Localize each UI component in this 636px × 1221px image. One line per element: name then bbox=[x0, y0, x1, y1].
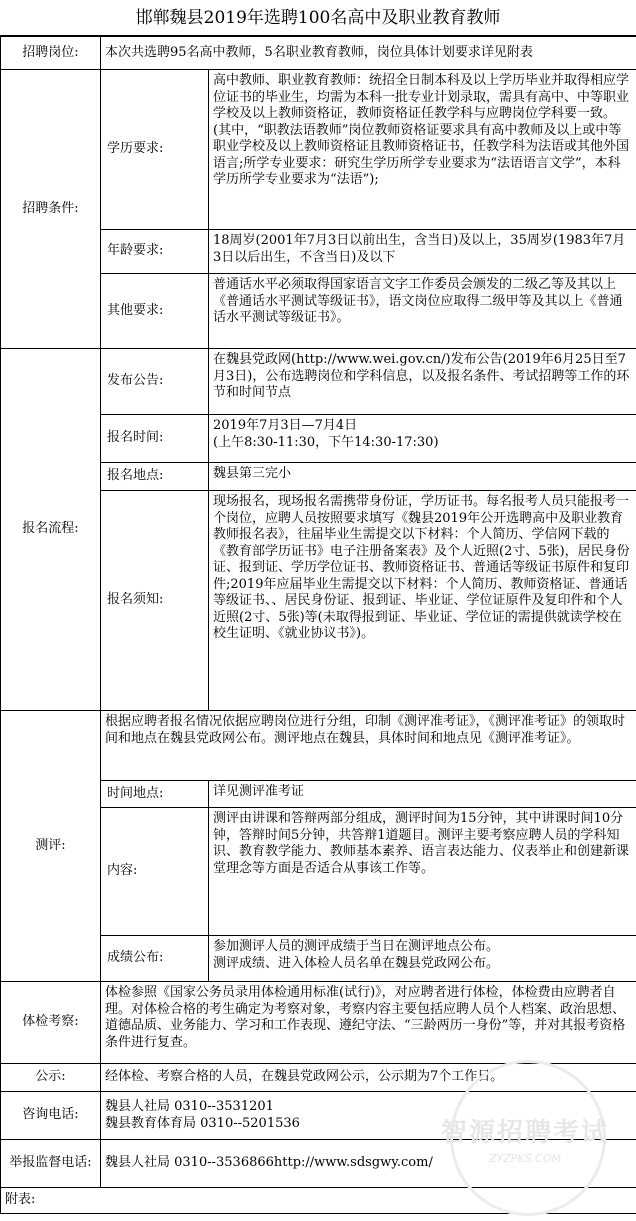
age-label: 年龄要求: bbox=[101, 230, 209, 274]
signup-time-date: 2019年7月3日—7月4日 bbox=[213, 418, 358, 433]
table-row bbox=[1, 1064, 636, 1092]
signup-notes-label: 报名须知: bbox=[101, 491, 209, 711]
page-title: 邯郸魏县2019年选聘100名高中及职业教育教师 bbox=[0, 0, 636, 36]
recruitment-table bbox=[0, 36, 636, 1214]
watermark-text: 智源招聘考试 bbox=[440, 1118, 609, 1148]
signup-place-label: 报名地点: bbox=[101, 463, 209, 491]
announce-label: 发布公告: bbox=[101, 349, 209, 415]
position-content: 本次共选聘95名高中教师，5名职业教育教师，岗位具体计划要求详见附表 bbox=[101, 37, 636, 70]
evaluation-label: 测评: bbox=[1, 711, 101, 982]
table-row bbox=[1, 37, 636, 70]
physical-content: 体检参照《国家公务员录用体检通用标准(试行)》，对应聘者进行体检，体检费由应聘者自理。对体检合格的考生确定为考察对象，考察内容主要包括应聘人员个人档案、政治思想、道德品质、业务能力、学习和工作表现、遵纪守法、“三龄两历一身份”等，并对其报考资格条件进行复查。 bbox=[101, 982, 636, 1064]
signup-time-label: 报名时间: bbox=[101, 415, 209, 463]
publicity-label: 公示: bbox=[1, 1064, 101, 1092]
publicity-content: 经体检、考察合格的人员，在魏县党政网公示，公示期为7个工作日。 bbox=[101, 1064, 636, 1092]
age-content: 18周岁(2001年7月3日以前出生，含当日)及以上，35周岁(1983年7月3日以后出生，不含当日)及以下 bbox=[209, 230, 636, 274]
table-row bbox=[1, 1188, 636, 1214]
eval-content-label: 内容: bbox=[101, 808, 209, 936]
report-content: 魏县人社局 0310--3536866http://www.sdsgwy.com/ bbox=[101, 1140, 636, 1188]
signup-place-content: 魏县第三完小 bbox=[209, 463, 636, 491]
signup-notes-content: 现场报名，现场报名需携带身份证，学历证书。每名报考人员只能报考一个岗位，应聘人员按照要求填写《魏县2019年公开选聘高中及职业教育教师报名表》，往届毕业生需提交以下材料：个人简历、学信网下载的《教育部学历证书》电子注册备案表》及个人近照(2寸、5张)，居民身份证、报到证、学历学位证书、教师资格证书、普通话等级证书原件和复印件;2019年应届毕业生需提交以下材料：个人简历、教师资格证、普通话等级证书、、居民身份证、报到证、毕业证、学位证原件及复印件和个人近照(2寸、5张)等(未取得报到证、毕业证、学位证的需提供就读学校在校生证明、《就业协议书》)。 bbox=[209, 491, 636, 711]
physical-label: 体检考察: bbox=[1, 982, 101, 1064]
process-label: 报名流程: bbox=[1, 349, 101, 711]
announce-content: 在魏县党政网(http://www.wei.gov.cn/)发布公告(2019年6月25日至7月3日)，公布选聘岗位和学科信息，以及报名条件、考试招聘等工作的环节和时间节点 bbox=[209, 349, 636, 415]
table-row bbox=[1, 711, 636, 781]
eval-results-label: 成绩公布: bbox=[101, 936, 209, 982]
consult-line1: 魏县人社局 0310--3531201 bbox=[105, 1099, 274, 1114]
table-row bbox=[1, 982, 636, 1064]
attachment-label: 附表: bbox=[1, 1188, 636, 1214]
table-row bbox=[1, 70, 636, 230]
report-label: 举报监督电话: bbox=[1, 1140, 101, 1188]
signup-time-hours: (上午8:30-11:30，下午14:30-17:30) bbox=[213, 434, 439, 450]
eval-timeplace-label: 时间地点: bbox=[101, 781, 209, 808]
consult-line2: 魏县教育体育局 0310--5201536 bbox=[105, 1115, 300, 1131]
table-row bbox=[1, 349, 636, 415]
position-label: 招聘岗位: bbox=[1, 37, 101, 70]
consult-label: 咨询电话: bbox=[1, 1092, 101, 1140]
other-label: 其他要求: bbox=[101, 274, 209, 349]
watermark-sub: ZYZPKS.COM bbox=[489, 1152, 561, 1165]
evaluation-intro: 根据应聘者报名情况依据应聘岗位进行分组，印制《测评准考证》，《测评准考证》的领取时间和地点在魏县党政网公布。测评地点在魏县，具体时间和地点见《测评准考证》。 bbox=[101, 711, 636, 781]
table-row bbox=[1, 1092, 636, 1140]
education-label: 学历要求: bbox=[101, 70, 209, 230]
education-content: 高中教师、职业教育教师：统招全日制本科及以上学历毕业并取得相应学位证书的毕业生，均需为本科一批专业计划录取，需具有高中、中等职业学校及以上教师资格证，教师资格证任教学科与应聘岗位学科要一致。(其中，“职教法语教师”岗位教师资格证要求具有高中教师及以上或中等职业学校及以上教师资格证且教师资格证书，任教学科为法语或其他外国语言;所学专业要求：研究生学历所学专业要求为“法语语言文学”，本科学历所学专业要求为“法语”); bbox=[209, 70, 636, 230]
other-content: 普通话水平必须取得国家语言文字工作委员会颁发的二级乙等及其以上《普通话水平测试等级证书》，语文岗位应取得二级甲等及其以上《普通话水平测试等级证书》。 bbox=[209, 274, 636, 349]
eval-content-text: 测评由讲课和答辩两部分组成，测评时间为15分钟，其中讲课时间10分钟，答辩时间5分钟，共答辩1道题目。测评主要考察应聘人员的学科知识、教育教学能力、教师基本素养、语言表达能力、仪表举止和创建新课堂理念等方面是否适合从事该工作等。 bbox=[209, 808, 636, 936]
conditions-label: 招聘条件: bbox=[1, 70, 101, 349]
eval-timeplace-content: 详见测评准考证 bbox=[209, 781, 636, 808]
eval-results-line1: 参加测评人员的测评成绩于当日在测评地点公布。 bbox=[213, 939, 500, 954]
table-row bbox=[1, 1140, 636, 1188]
eval-results-line2: 测评成绩、进入体检人员名单在魏县党政网公布。 bbox=[213, 955, 500, 971]
